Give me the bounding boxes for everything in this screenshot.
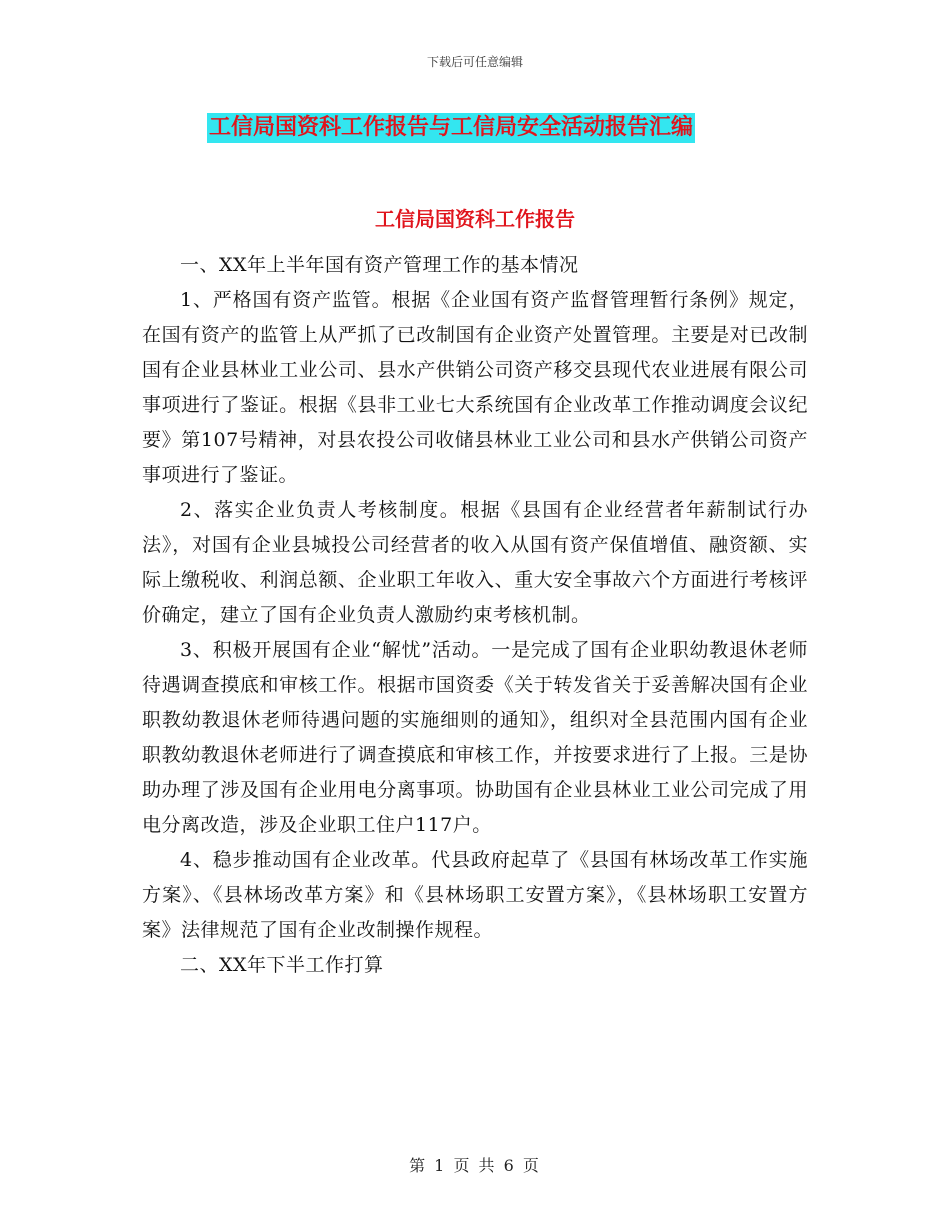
- paragraph: 二、XX年下半工作打算: [180, 954, 384, 976]
- section-title: 工信局国资科工作报告: [375, 207, 575, 231]
- paragraph: 3、积极开展国有企业“解忧”活动。一是完成了国有企业职幼教退休老师待遇调查摸底和审核工作。根据市国资委《关于转发省关于妥善解决国有企业职教幼教退休老师待遇问题的实施细则的通知》，组织对全县范围内国有企业职教幼教退休老师进行了调查摸底和审核工作，并按要求进行了上报。三是协助办理了涉及国有企业用电分离事项。协助国有企业县林业工业公司完成了用电分离改造，涉及企业职工住户117户。: [142, 639, 808, 836]
- paragraph: 一、XX年上半年国有资产管理工作的基本情况: [180, 254, 579, 276]
- document-body: [142, 248, 808, 983]
- paragraph: 4、稳步推动国有企业改革。代县政府起草了《县国有林场改革工作实施方案》、《县林场改革方案》和《县林场职工安置方案》，《县林场职工安置方案》法律规范了国有企业改制操作规程。: [142, 849, 808, 941]
- document-title-block: [207, 113, 695, 143]
- document-title: 工信局国资科工作报告与工信局安全活动报告汇编: [207, 113, 695, 143]
- paragraph: 2、落实企业负责人考核制度。根据《县国有企业经营者年薪制试行办法》，对国有企业县城投公司经营者的收入从国有资产保值增值、融资额、实际上缴税收、利润总额、企业职工年收入、重大安全事故六个方面进行考核评价确定，建立了国有企业负责人激励约束考核机制。: [142, 499, 808, 626]
- page-header-note: 下载后可任意编辑: [426, 55, 523, 69]
- paragraph: 1、严格国有资产监管。根据《企业国有资产监督管理暂行条例》规定，在国有资产的监管上从严抓了已改制国有企业资产处置管理。主要是对已改制国有企业县林业工业公司、县水产供销公司资产移交县现代农业进展有限公司事项进行了鉴证。根据《县非工业七大系统国有企业改革工作推动调度会议纪要》第107号精神，对县农投公司收储县林业工业公司和县水产供销公司资产事项进行了鉴证。: [142, 289, 808, 486]
- page-footer: 第 1 页 共 6 页: [409, 1156, 541, 1175]
